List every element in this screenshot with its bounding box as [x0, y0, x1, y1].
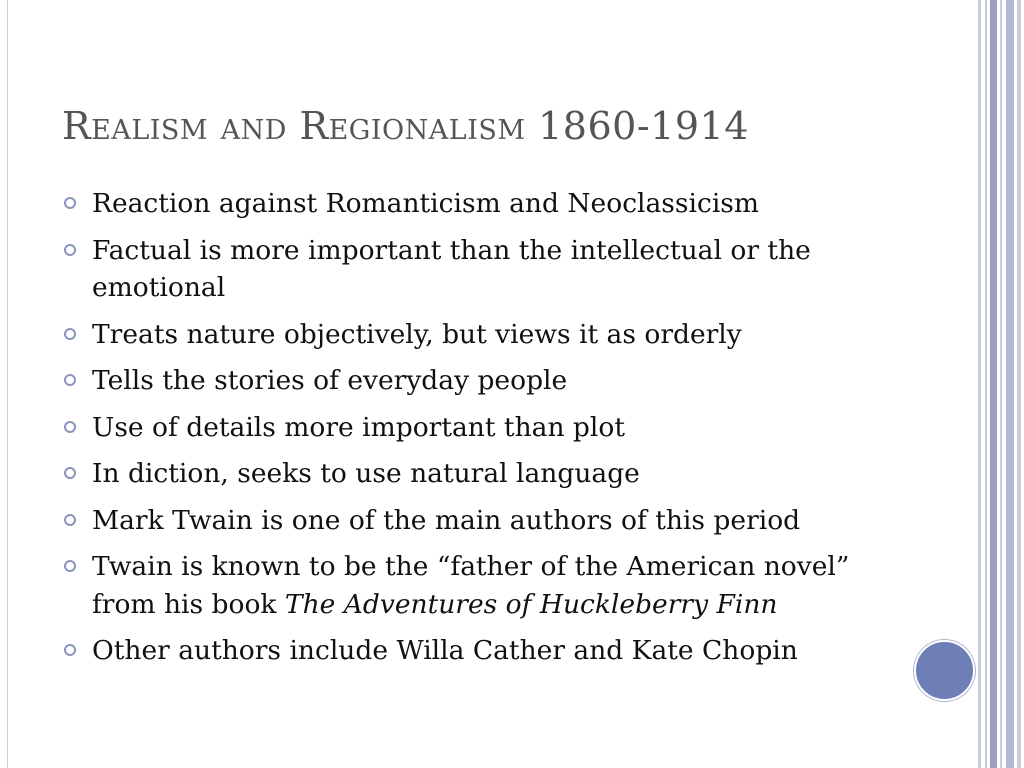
- list-item: [62, 632, 882, 670]
- decorative-circle-icon: [914, 640, 975, 701]
- right-stripe: [1017, 0, 1021, 768]
- list-item: [62, 409, 882, 447]
- right-stripe: [1006, 0, 1014, 768]
- bullet-icon: [64, 560, 76, 572]
- bullet-icon: [64, 374, 76, 386]
- right-stripe: [985, 0, 987, 768]
- bullet-text: Factual is more important than the intellectual or the emotional: [92, 234, 811, 303]
- list-item: [62, 316, 882, 354]
- bullet-text: Mark Twain is one of the main authors of this period: [92, 504, 801, 536]
- list-item: [62, 362, 882, 400]
- list-item: [62, 502, 882, 540]
- bullet-list: [62, 185, 882, 679]
- bullet-text: Reaction against Romanticism and Neoclassicism: [92, 188, 760, 219]
- left-border-line: [7, 0, 8, 768]
- right-stripe: [990, 0, 997, 768]
- bullet-text: [92, 551, 849, 620]
- right-stripe: [1000, 0, 1002, 768]
- bullet-text: In diction, seeks to use natural language: [92, 458, 640, 489]
- slide-title: Realism and Regionalism 1860-1914: [62, 104, 749, 148]
- bullet-icon: [64, 244, 76, 256]
- bullet-icon: [64, 514, 76, 526]
- bullet-icon: [64, 467, 76, 479]
- bullet-text: Other authors include Willa Cather and Kate Chopin: [92, 635, 798, 666]
- bullet-text: Treats nature objectively, but views it as orderly: [92, 318, 742, 350]
- bullet-text: Use of details more important than plot: [92, 411, 625, 443]
- bullet-icon: [64, 328, 76, 340]
- bullet-icon: [64, 197, 76, 209]
- bullet-text-plain: Twain is known to be the “father of the American novel” from his book: [92, 551, 850, 620]
- list-item: [62, 232, 882, 307]
- list-item: [62, 455, 882, 493]
- bullet-icon: [64, 644, 76, 656]
- book-title: The Adventures of Huckleberry Finn: [284, 588, 778, 620]
- right-stripe: [978, 0, 981, 768]
- bullet-text: Tells the stories of everyday people: [92, 365, 568, 396]
- list-item: [62, 548, 882, 623]
- bullet-icon: [64, 421, 76, 433]
- list-item: [62, 185, 882, 223]
